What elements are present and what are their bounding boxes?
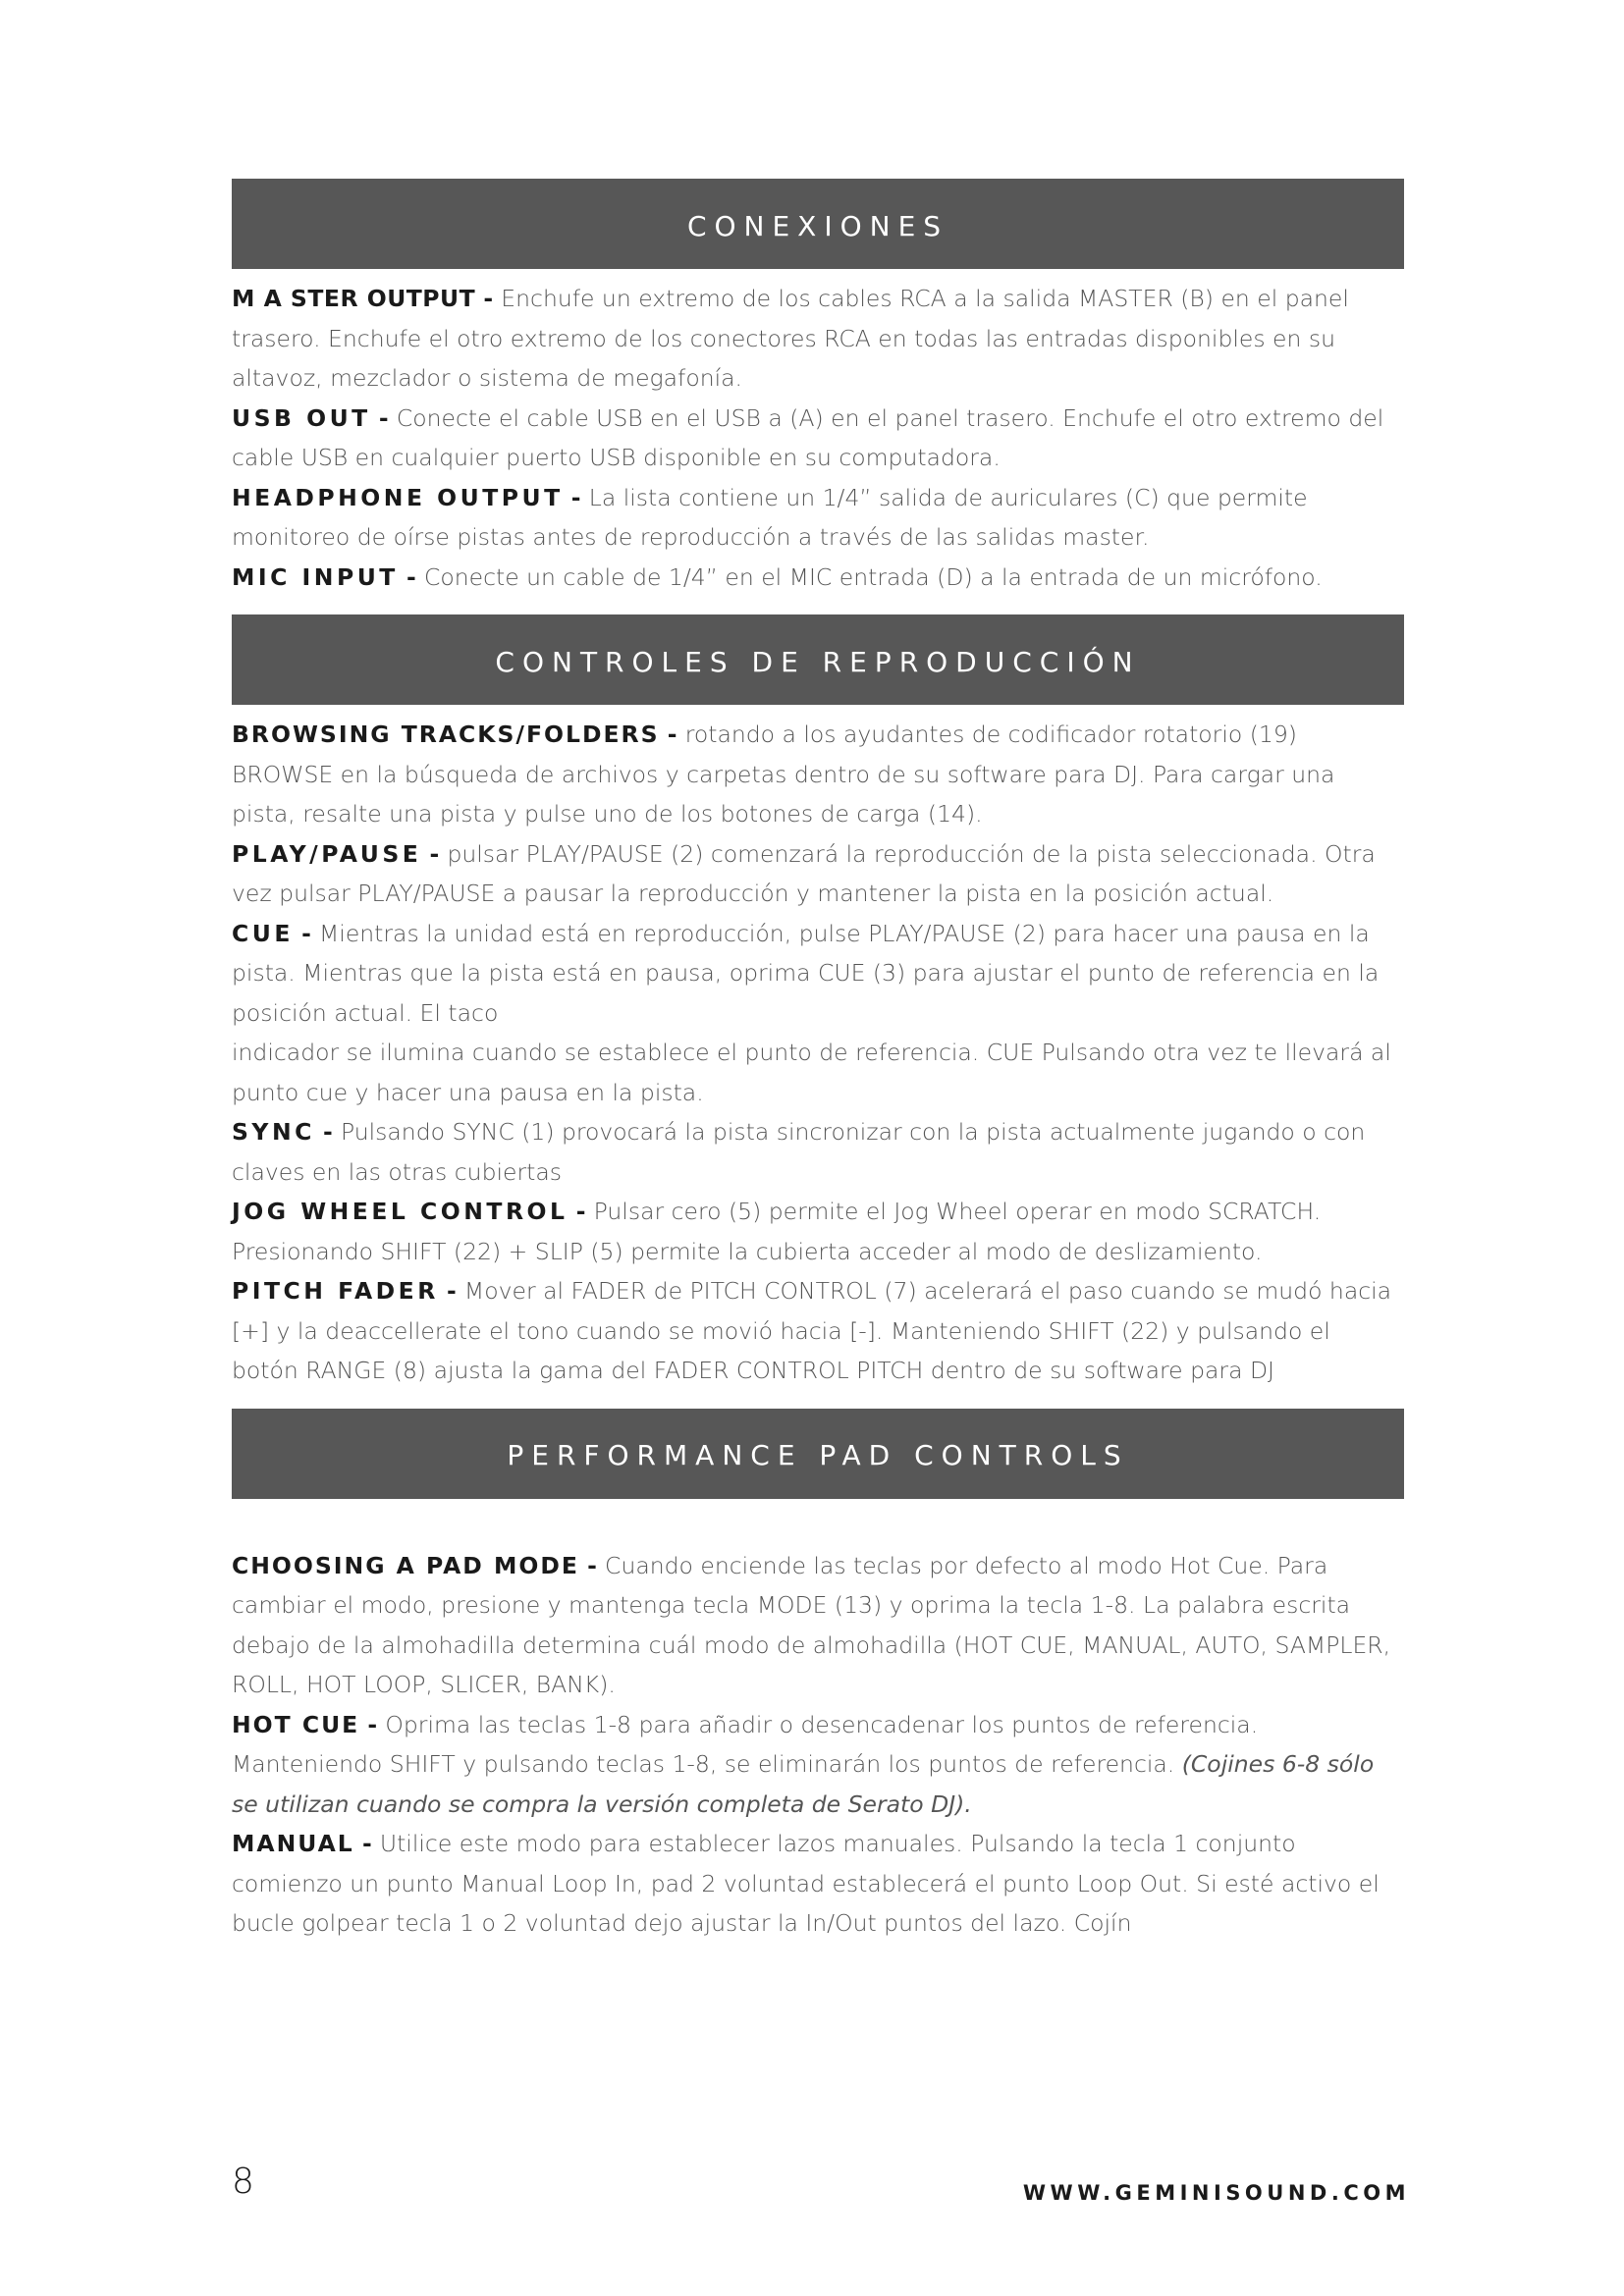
entry-text: Mientras la unidad está en reproducción, pulse PLAY/PAUSE (2) para hacer una pausa en la pista. Mientras que la pista está en pausa, oprima CUE (3) para ajustar el punto de referencia en la posición actual. El taco [232, 919, 1380, 1027]
entry-term: PLAY/PAUSE [232, 839, 422, 868]
entry-separator: - [293, 919, 320, 947]
entry-term: HEADPHONE OUTPUT [232, 483, 564, 511]
entry-term: HOT CUE [232, 1710, 360, 1738]
section-conexiones [232, 279, 1404, 597]
entry-text: Oprima las teclas 1-8 para añadir o desencadenar los puntos de referencia. Manteniendo SHIFT y pulsando teclas 1-8, se eliminarán los puntos de referencia. [232, 1710, 1259, 1778]
section-heading-controles [232, 614, 1404, 705]
entry-text: Mover al FADER de PITCH CONTROL (7) acelerará el paso cuando se mudó hacia [+] y la deaccellerate el tono cuando se movió hacia [-]. Manteniendo SHIFT (22) y pulsando el botón RANGE (8) ajusta la gama del FADER CONTROL PITCH dentro de su software para DJ [232, 1277, 1392, 1384]
entry-text: Conecte el cable USB en el USB a (A) en el panel trasero. Enchufe el otro extremo del cable USB en cualquier puerto USB disponible en su computadora. [232, 403, 1384, 471]
entry-text: Pulsando SYNC (1) provocará la pista sincronizar con la pista actualmente jugando o con claves en las otras cubiertas [232, 1118, 1366, 1186]
entry-term: USB OUT [232, 403, 371, 432]
entry-text: pulsar PLAY/PAUSE (2) comenzará la reproducción de la pista seleccionada. Otra vez pulsar PLAY/PAUSE a pausar la reproducción y mantener la pista en la posición actual. [232, 839, 1376, 907]
entry-text: Conecte un cable de 1/4” en el MIC entrada (D) a la entrada de un micrófono. [423, 562, 1323, 591]
entry-usb-out [232, 399, 1404, 478]
section-heading-text: CONEXIONES [686, 209, 949, 242]
entry-headphone-output [232, 478, 1404, 558]
entry-cue [232, 914, 1404, 1034]
section-controles [232, 715, 1404, 1391]
entry-mic-input [232, 558, 1404, 598]
entry-text: Enchufe un extremo de los cables RCA a la salida MASTER (B) en el panel trasero. Enchufe el otro extremo de los conectores RCA en todas las entradas disponibles en su altavoz, mezclador o sistema de megafonía. [232, 285, 1349, 392]
entry-choosing-pad-mode [232, 1546, 1404, 1705]
entry-hot-cue [232, 1705, 1404, 1825]
entry-term: MANUAL [232, 1830, 354, 1857]
entry-separator: - [421, 839, 448, 868]
entry-text: indicador se ilumina cuando se establece el punto de referencia. CUE Pulsando otra vez te llevará al punto cue y hacer una pausa en la pista. [232, 1039, 1391, 1106]
entry-manual [232, 1824, 1404, 1944]
entry-term: JOG WHEEL CONTROL [232, 1198, 568, 1225]
entry-term: SYNC [232, 1118, 315, 1146]
section-performance-pads [232, 1546, 1404, 1944]
entry-term: CHOOSING A PAD MODE [232, 1551, 579, 1579]
entry-separator: - [314, 1118, 341, 1146]
entry-cue-continued [232, 1033, 1404, 1112]
entry-separator: - [563, 483, 589, 511]
entry-browsing [232, 715, 1404, 834]
section-heading-performance-pads [232, 1409, 1404, 1499]
entry-separator: - [370, 403, 397, 432]
entry-play-pause [232, 834, 1404, 914]
section-heading-conexiones [232, 179, 1404, 269]
entry-term: BROWSING TRACKS/FOLDERS [232, 721, 660, 748]
entry-term: M A STER OUTPUT [232, 285, 476, 312]
entry-separator: - [398, 562, 424, 591]
entry-separator: - [659, 721, 685, 748]
entry-jog-wheel [232, 1192, 1404, 1271]
entry-separator: - [438, 1277, 464, 1305]
entry-separator: - [578, 1551, 606, 1579]
section-heading-text: PERFORMANCE PAD CONTROLS [507, 1439, 1129, 1471]
entry-term: CUE [232, 919, 294, 947]
entry-separator: - [353, 1830, 380, 1857]
entry-pitch-fader [232, 1271, 1404, 1391]
entry-text: Utilice este modo para establecer lazos manuales. Pulsando la tecla 1 conjunto comienzo un punto Manual Loop In, pad 2 voluntad establecerá el punto Loop Out. Si esté activo el bucle golpear tecla 1 o 2 voluntad dejo ajustar la In/Out puntos del lazo. Cojín [232, 1830, 1380, 1937]
entry-text: rotando a los ayudantes de codificador rotatorio (19) BROWSE en la búsqueda de archivos y carpetas dentro de su software para DJ. Para cargar una pista, resalte una pista y pulse uno de los botones de carga (14). [232, 721, 1335, 828]
page-content [232, 179, 1404, 1944]
entry-text: La lista contiene un 1/4” salida de auriculares (C) que permite monitoreo de oírse pistas antes de reproducción a través de las salidas master. [232, 483, 1308, 551]
entry-separator: - [359, 1710, 386, 1738]
entry-text: Pulsar cero (5) permite el Jog Wheel operar en modo SCRATCH. Presionando SHIFT (22) + SLIP (5) permite la cubierta acceder al modo de deslizamiento. [232, 1198, 1322, 1265]
entry-text: Cuando enciende las teclas por defecto al modo Hot Cue. Para cambiar el modo, presione y mantenga tecla MODE (13) y oprima la tecla 1-8. La palabra escrita debajo de la almohadilla determina cuál modo de almohadilla (HOT CUE, MANUAL, AUTO, SAMPLER, ROLL, HOT LOOP, SLICER, BANK). [232, 1551, 1391, 1698]
entry-term: MIC INPUT [232, 562, 399, 591]
section-heading-text: CONTROLES DE REPRODUCCIÓN [495, 645, 1141, 678]
page-number: 8 [232, 2162, 254, 2202]
entry-master-output [232, 279, 1404, 399]
entry-separator: - [568, 1198, 594, 1225]
entry-term: PITCH FADER [232, 1277, 439, 1305]
entry-separator: - [475, 285, 502, 312]
entry-sync [232, 1112, 1404, 1192]
entry-note: (Cojines 6-8 sólo se utilizan cuando se compra la versión completa de Serato DJ). [232, 1750, 1375, 1818]
website-link[interactable]: WWW.GEMINISOUND.COM [1022, 2181, 1410, 2205]
